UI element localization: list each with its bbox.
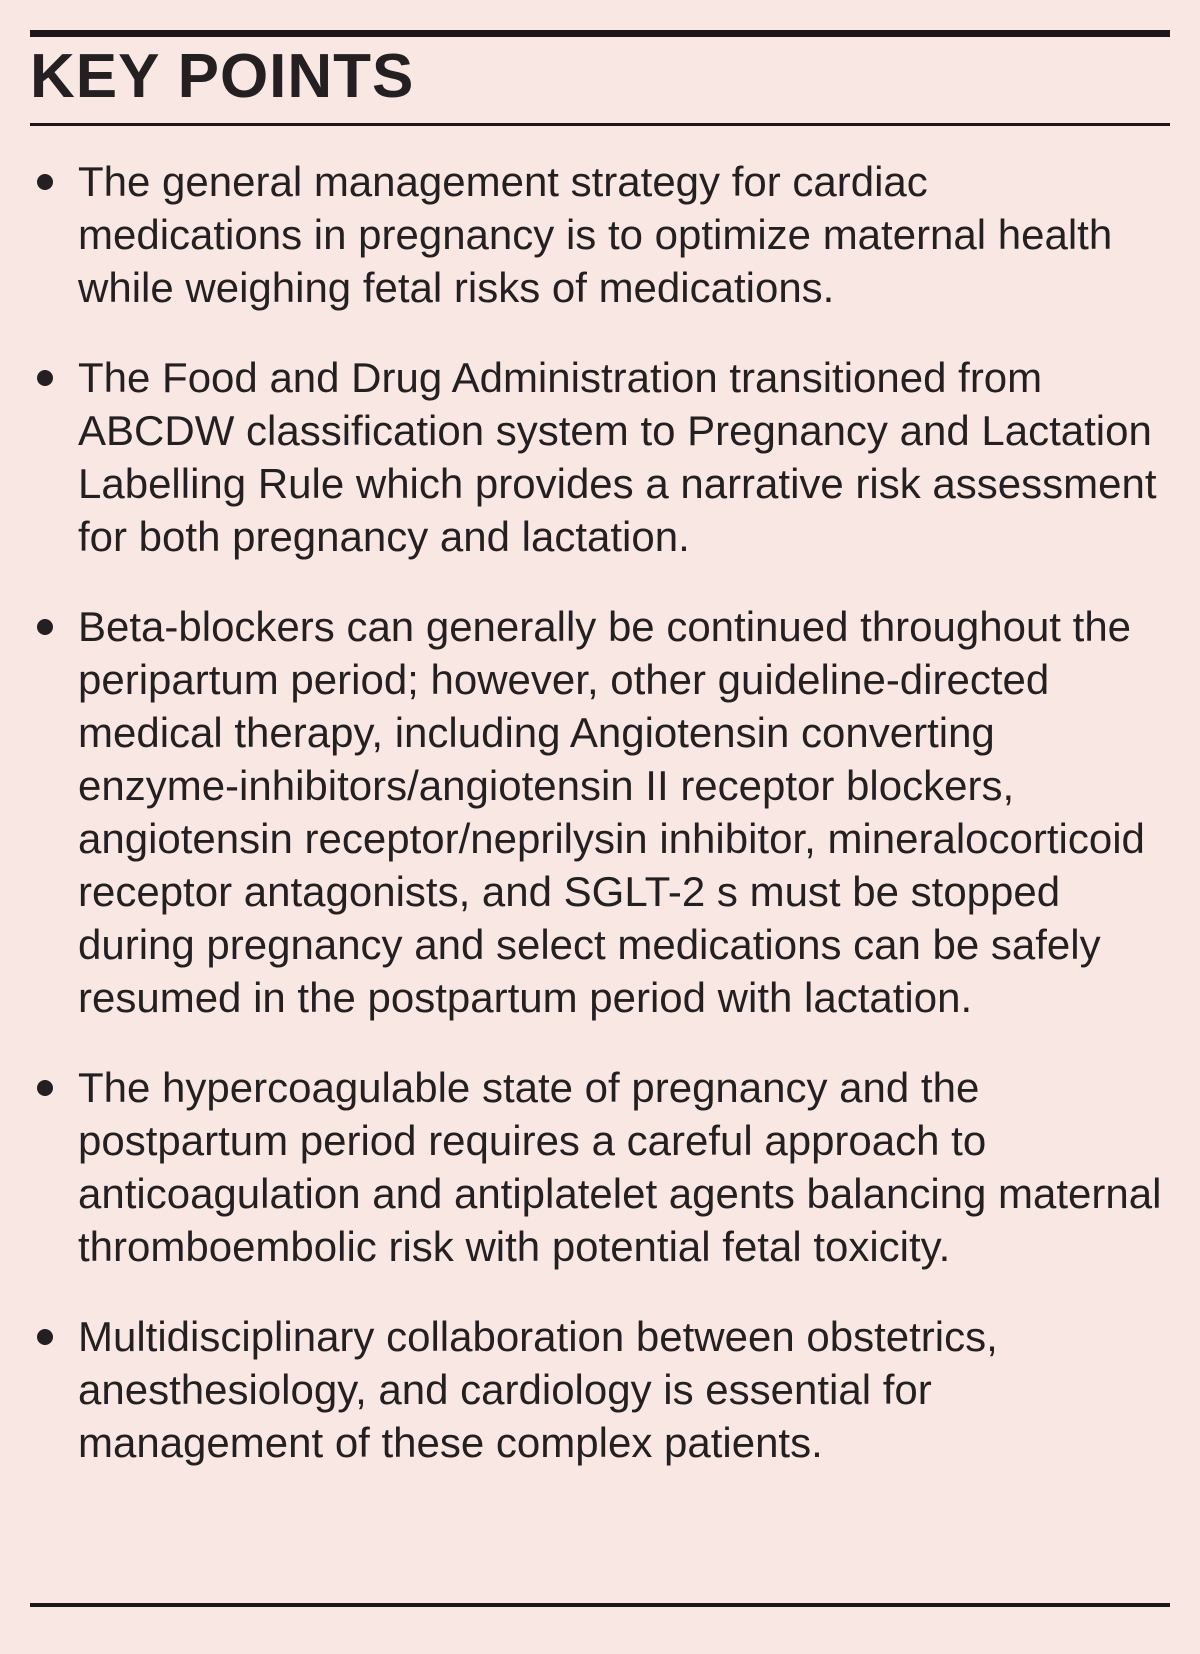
list-item-text: The hypercoagulable state of pregnancy and the postpartum period requires a careful approach to anticoagulation and antiplatelet agents balancing maternal thromboembolic risk with potential fetal toxicity. (78, 1064, 1162, 1270)
list-item (30, 1310, 1170, 1469)
key-points-title: KEY POINTS (30, 42, 415, 111)
list-item (30, 1061, 1170, 1273)
bullet-icon (37, 1080, 53, 1096)
bullet-icon (37, 174, 53, 190)
bullet-icon (37, 370, 53, 386)
key-points-list (30, 155, 1170, 1469)
title-underline-rule (30, 123, 1170, 126)
list-item-text: Beta-blockers can generally be continued throughout the peripartum period; however, other guideline-directed medical therapy, including Angiotensin converting enzyme-inhibitors/angiotensin II receptor blockers, angiotensin receptor/neprilysin inhibitor, mineralocorticoid receptor antagonists, and SGLT-2 s must be stopped during pregnancy and select medications can be safely resumed in the postpartum period with lactation. (78, 603, 1145, 1021)
list-item-text: Multidisciplinary collaboration between obstetrics, anesthesiology, and cardiology is essential for management of these complex patients. (78, 1313, 998, 1466)
bullet-icon (37, 619, 53, 635)
list-item (30, 600, 1170, 1024)
top-rule (30, 30, 1170, 37)
list-item (30, 351, 1170, 563)
bottom-rule (30, 1603, 1170, 1607)
list-item (30, 155, 1170, 314)
bullet-icon (37, 1329, 53, 1345)
list-item-text: The Food and Drug Administration transitioned from ABCDW classification system to Pregnancy and Lactation Labelling Rule which provides a narrative risk assessment for both pregnancy and lactation. (78, 354, 1157, 560)
list-item-text: The general management strategy for cardiac medications in pregnancy is to optimize maternal health while weighing fetal risks of medications. (78, 158, 1113, 311)
